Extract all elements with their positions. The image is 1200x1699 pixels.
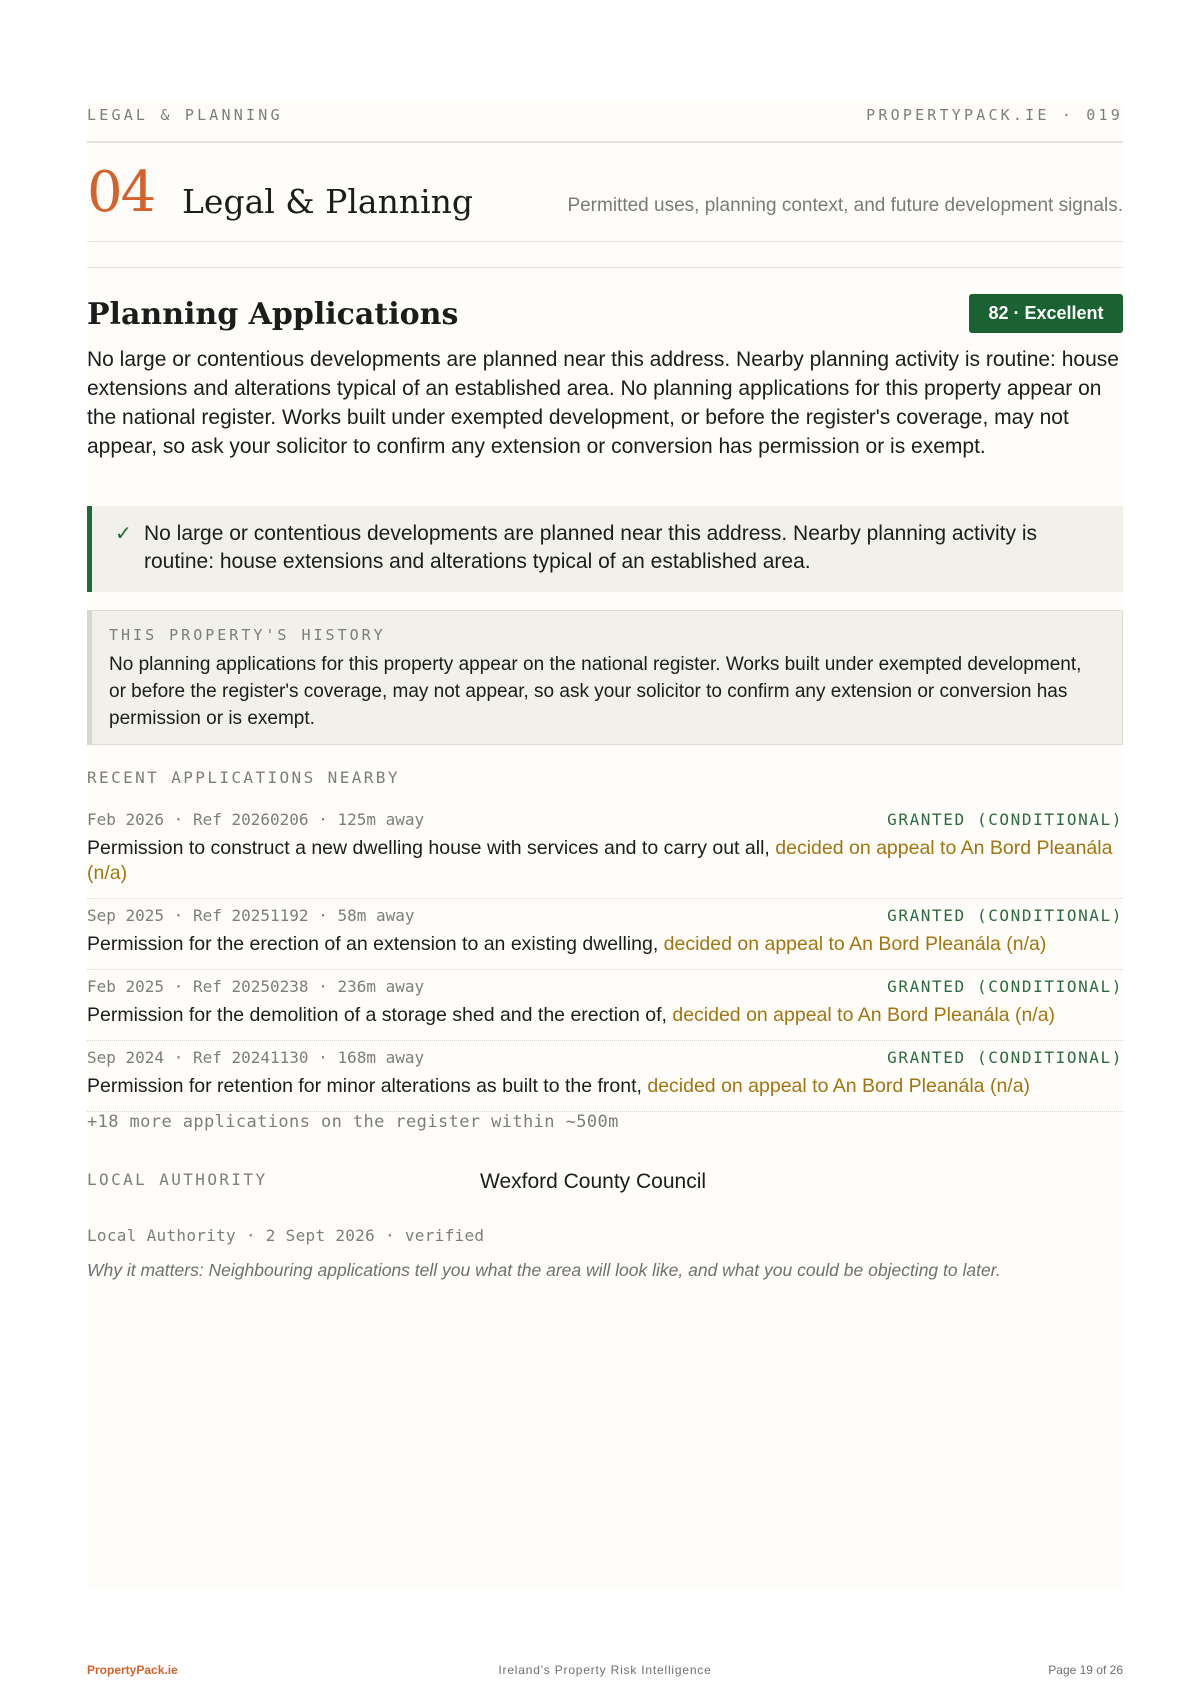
application-status: GRANTED (CONDITIONAL): [887, 977, 1123, 996]
application-description: [87, 1074, 1123, 1099]
application-description-text: Permission for the demolition of a storage shed and the erection of,: [87, 1004, 667, 1026]
application-meta: Feb 2025 · Ref 20250238 · 236m away: [87, 977, 425, 996]
section-header: [87, 160, 1123, 226]
property-history-box: [87, 610, 1123, 745]
application-description: [87, 1003, 1123, 1028]
running-head: [87, 106, 1123, 124]
application-row: [87, 810, 1123, 899]
why-it-matters: Why it matters: Neighbouring applications tell you what the area will look like, and what you could be objecting to later.: [87, 1260, 1001, 1280]
section-number: 04: [87, 160, 155, 225]
section-subtitle: Permitted uses, planning context, and future development signals.: [567, 195, 1123, 216]
application-description: [87, 836, 1123, 886]
footer-page-number: Page 19 of 26: [1048, 1663, 1123, 1677]
application-description-text: Permission to construct a new dwelling house with services and to carry out all,: [87, 837, 770, 859]
property-history-label: THIS PROPERTY'S HISTORY: [109, 626, 386, 644]
application-status: GRANTED (CONDITIONAL): [887, 1048, 1123, 1067]
application-description: [87, 932, 1123, 957]
section-divider: [87, 241, 1123, 242]
key-finding-callout: [87, 506, 1123, 592]
score-badge: 82 · Excellent: [969, 294, 1123, 333]
application-decision: decided on appeal to An Bord Pleanála (n/a): [672, 1004, 1056, 1026]
application-row: [87, 906, 1123, 970]
property-history-text: No planning applications for this property appear on the national register. Works built under exempted development, or before the register's coverage, may not appear, so ask your solicitor to confirm any extension or conversion has permission or is exempt.: [109, 654, 1082, 729]
application-description-text: Permission for retention for minor alterations as built to the front,: [87, 1075, 642, 1097]
local-authority-value: Wexford County Council: [480, 1170, 707, 1193]
key-finding-text: No large or contentious developments are planned near this address. Nearby planning activity is routine: house extensions and alterations typical of an established area.: [144, 522, 1038, 573]
card-summary: No large or contentious developments are planned near this address. Nearby planning activity is routine: house extensions and alterations typical of an established area. No planning applications for this property appear on the national register. Works built under exempted development, or before the register's coverage, may not appear, so ask your solicitor to confirm any extension or conversion has permission or is exempt.: [87, 348, 1119, 458]
application-row: [87, 977, 1123, 1041]
application-meta: Sep 2025 · Ref 20251192 · 58m away: [87, 906, 415, 925]
card-divider: [87, 267, 1123, 268]
footer-brand: PropertyPack.ie: [87, 1663, 178, 1677]
application-meta: Feb 2026 · Ref 20260206 · 125m away: [87, 810, 425, 829]
application-status: GRANTED (CONDITIONAL): [887, 810, 1123, 829]
check-icon: ✓: [115, 523, 132, 545]
local-authority-label: LOCAL AUTHORITY: [87, 1170, 268, 1189]
application-decision: decided on appeal to An Bord Pleanála (n/a): [647, 1075, 1031, 1097]
nearby-applications-label: RECENT APPLICATIONS NEARBY: [87, 768, 400, 787]
card-title: Planning Applications: [87, 297, 459, 332]
application-meta: Sep 2024 · Ref 20241130 · 168m away: [87, 1048, 425, 1067]
running-head-section: LEGAL & PLANNING: [87, 106, 283, 124]
application-row: [87, 1048, 1123, 1112]
section-title: Legal & Planning: [182, 182, 474, 221]
more-applications-note: +18 more applications on the register within ~500m: [87, 1112, 619, 1132]
application-description-text: Permission for the erection of an extension to an existing dwelling,: [87, 933, 659, 955]
application-decision: decided on appeal to An Bord Pleanála (n/a): [663, 933, 1047, 955]
footer-tagline: Ireland's Property Risk Intelligence: [498, 1663, 712, 1677]
application-status: GRANTED (CONDITIONAL): [887, 906, 1123, 925]
header-divider: [87, 141, 1123, 143]
running-head-brand: PROPERTYPACK.IE · 019: [866, 106, 1123, 124]
source-line: Local Authority · 2 Sept 2026 · verified: [87, 1226, 485, 1245]
application-decision: decided on appeal to An Bord Pleanála (n/a): [87, 837, 1113, 884]
